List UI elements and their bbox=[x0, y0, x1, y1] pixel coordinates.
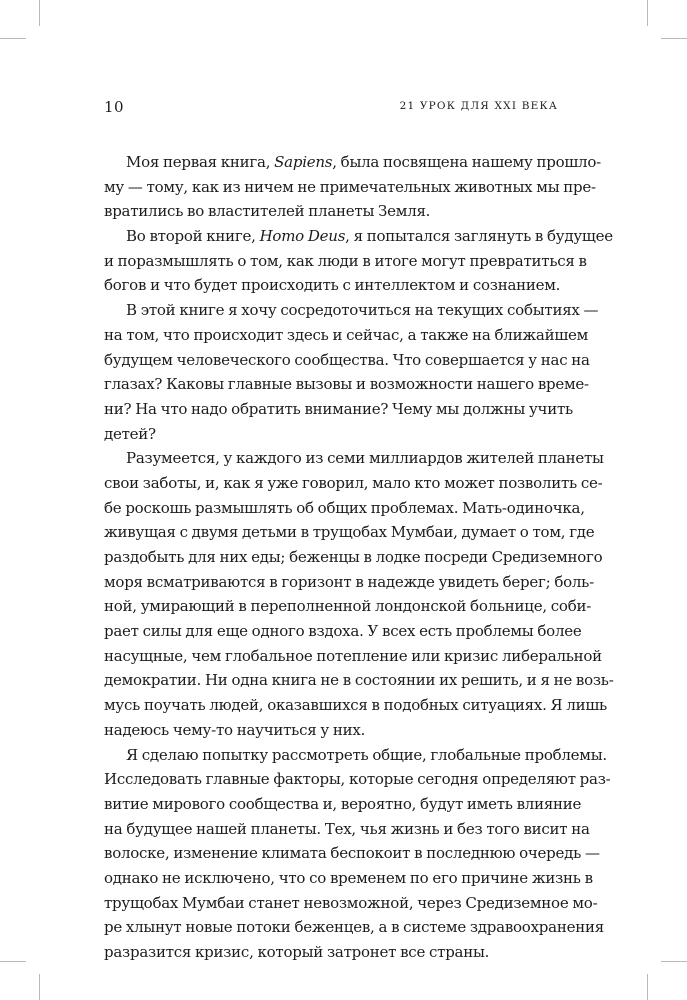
text-run: на будущее нашей планеты. Тех, чья жизнь и без того висит на bbox=[104, 819, 590, 838]
text-line bbox=[104, 175, 596, 200]
text-run: мусь поучать людей, оказавшихся в подобных ситуациях. Я лишь bbox=[104, 696, 607, 715]
text-run: витие мирового сообщества и, вероятно, будут иметь влияние bbox=[104, 794, 582, 813]
text-run: В этой книге я хочу сосредоточиться на текущих событиях — bbox=[126, 301, 599, 320]
text-line bbox=[104, 718, 558, 743]
text-run: Разумеется, у каждого из семи миллиардов жителей планеты bbox=[126, 449, 604, 468]
crop-mark bbox=[39, 974, 40, 1000]
text-line bbox=[104, 570, 594, 595]
text-run: насущные, чем глобальное потепление или кризис либеральной bbox=[104, 646, 602, 665]
text-line bbox=[104, 496, 585, 521]
text-line bbox=[104, 545, 603, 570]
text-run: свои заботы, и, как я уже говорил, мало кто может позволить се- bbox=[104, 473, 603, 492]
body-text bbox=[104, 150, 614, 965]
text-run: трущобах Мумбаи станет невозможной, через Средиземное мо- bbox=[104, 893, 598, 912]
text-run: живущая с двумя детьми в трущобах Мумбаи, думает о том, где bbox=[104, 523, 595, 542]
crop-mark bbox=[647, 974, 648, 1000]
text-line bbox=[104, 446, 604, 471]
text-run: ни? На что надо обратить внимание? Чему мы должны учить bbox=[104, 399, 573, 418]
running-head: 21 УРОК ДЛЯ XXI ВЕКА bbox=[399, 100, 558, 112]
text-line bbox=[104, 372, 589, 397]
page-number: 10 bbox=[104, 98, 125, 116]
text-line bbox=[104, 397, 573, 422]
text-run: разразится кризис, который затронет все страны. bbox=[104, 943, 490, 961]
book-title-italic: Sapiens bbox=[274, 153, 333, 171]
crop-mark bbox=[661, 38, 687, 39]
page-header bbox=[104, 98, 558, 118]
text-run: на том, что происходит здесь и сейчас, а также на ближайшем bbox=[104, 325, 589, 344]
text-run: раздобыть для них еды; беженцы в лодке посреди Средиземного bbox=[104, 548, 603, 566]
text-run: будущем человеческого сообщества. Что совершается у нас на bbox=[104, 350, 590, 369]
text-line bbox=[104, 323, 589, 348]
text-line bbox=[104, 817, 590, 842]
text-run: и поразмышлять о том, как люди в итоге могут превратиться в bbox=[104, 251, 587, 270]
text-run: надеюсь чему-то научиться у них. bbox=[104, 720, 366, 739]
text-run: рает силы для еще одного вздоха. У всех есть проблемы более bbox=[104, 622, 582, 641]
text-line bbox=[104, 743, 607, 768]
text-run: му — тому, как из ничем не примечательных животных мы пре- bbox=[104, 177, 596, 196]
text-line bbox=[104, 199, 558, 224]
text-line bbox=[104, 348, 590, 373]
text-run: Исследовать главные факторы, которые сегодня определяют раз- bbox=[104, 770, 611, 789]
text-line bbox=[104, 619, 582, 644]
text-run: ной, умирающий в переполненной лондонской больнице, соби- bbox=[104, 597, 592, 616]
text-run: вратились во властителей планеты Земля. bbox=[104, 202, 431, 221]
text-line bbox=[104, 915, 604, 940]
text-line bbox=[104, 940, 558, 965]
text-line bbox=[104, 224, 613, 249]
text-run: Моя первая книга, bbox=[126, 153, 275, 171]
book-title-italic: Homo Deus bbox=[259, 227, 346, 246]
text-run: Во второй книге, bbox=[126, 227, 260, 246]
text-line bbox=[104, 693, 607, 718]
text-line bbox=[104, 792, 582, 817]
text-run: , была посвящена нашему прошло- bbox=[332, 153, 601, 171]
crop-mark bbox=[0, 38, 26, 39]
text-run: Я сделаю попытку рассмотреть общие, глобальные проблемы. bbox=[126, 745, 607, 764]
text-line bbox=[104, 866, 593, 891]
crop-mark bbox=[0, 961, 26, 962]
text-line bbox=[104, 841, 600, 866]
text-line bbox=[104, 422, 558, 447]
text-line bbox=[104, 471, 603, 496]
text-run: , я попытался заглянуть в будущее bbox=[345, 227, 613, 246]
crop-mark bbox=[39, 0, 40, 26]
text-line bbox=[104, 150, 601, 175]
text-run: ре хлынут новые потоки беженцев, а в системе здравоохранения bbox=[104, 918, 604, 937]
text-line bbox=[104, 249, 587, 274]
text-run: однако не исключено, что со временем по его причине жизнь в bbox=[104, 868, 593, 887]
text-run: бе роскошь размышлять об общих проблемах. Мать-одиночка, bbox=[104, 498, 585, 517]
text-run: детей? bbox=[104, 424, 156, 443]
text-run: волоске, изменение климата беспокоит в последнюю очередь — bbox=[104, 844, 600, 863]
crop-mark bbox=[661, 961, 687, 962]
text-line bbox=[104, 644, 602, 669]
text-line bbox=[104, 273, 561, 298]
text-line bbox=[104, 298, 599, 323]
text-line bbox=[104, 668, 614, 693]
text-run: глазах? Каковы главные вызовы и возможности нашего време- bbox=[104, 375, 589, 394]
crop-mark bbox=[647, 0, 648, 26]
text-run: моря всматриваются в горизонт в надежде увидеть берег; боль- bbox=[104, 572, 594, 591]
text-line bbox=[104, 520, 595, 545]
text-line bbox=[104, 891, 598, 916]
text-line bbox=[104, 767, 611, 792]
text-run: богов и что будет происходить с интеллектом и сознанием. bbox=[104, 276, 561, 295]
text-line bbox=[104, 594, 592, 619]
text-run: демократии. Ни одна книга не в состоянии их решить, и я не возь- bbox=[104, 671, 614, 690]
